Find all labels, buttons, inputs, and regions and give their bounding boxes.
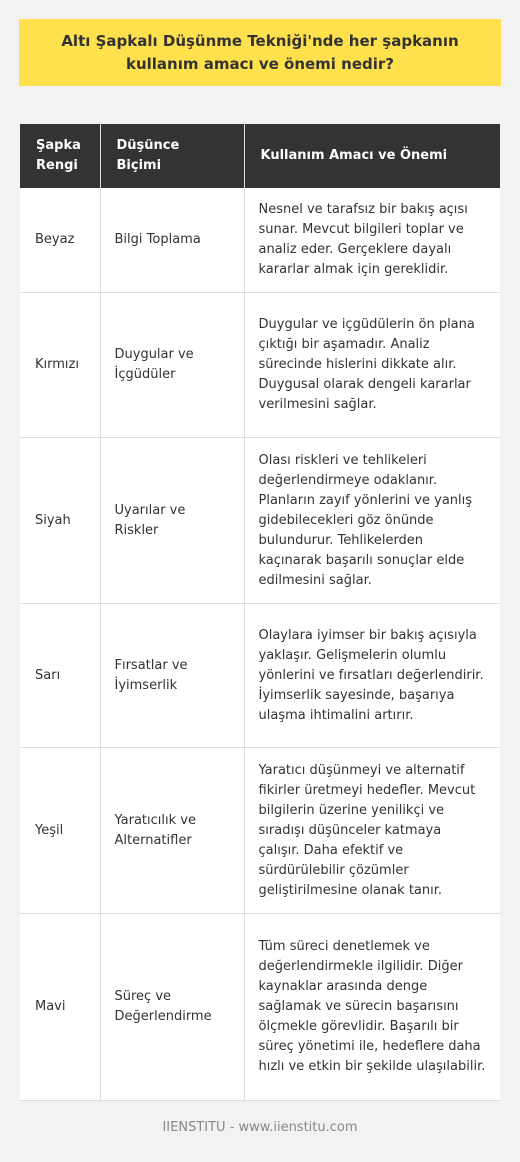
table-row (20, 188, 500, 293)
cell-purpose: Nesnel ve tarafsız bir bakış açısı sunar. Mevcut bilgileri toplar ve analiz eder. Gerçeklere dayalı kararlar almak için gereklidir. (244, 188, 500, 293)
table-row (20, 293, 500, 438)
page-title: Altı Şapkalı Düşünme Tekniği'nde her şapkanın kullanım amacı ve önemi nedir? (61, 31, 459, 73)
cell-hat-color: Yeşil (20, 748, 100, 914)
cell-thinking-style: Süreç ve Değerlendirme (100, 914, 244, 1101)
table-row (20, 914, 500, 1101)
cell-purpose: Yaratıcı düşünmeyi ve alternatif fikirler üretmeyi hedefler. Mevcut bilgilerin üzerine yenilikçi ve sıradışı düşünceler katmaya çalışır. Daha efektif ve sürdürülebilir çözümler geliştirilmesine olanak tanır. (244, 748, 500, 914)
cell-hat-color: Kırmızı (20, 293, 100, 438)
table-row (20, 604, 500, 748)
cell-purpose: Tüm süreci denetlemek ve değerlendirmekle ilgilidir. Diğer kaynaklar arasında denge sağlamak ve sürecin başarısını ölçmekle görevlidir. Başarılı bir süreç yönetimi ile, hedeflere daha hızlı ve etkin bir şekilde ulaşılabilir. (244, 914, 500, 1101)
header-thinking-style: Düşünce Biçimi (100, 124, 244, 188)
cell-thinking-style: Fırsatlar ve İyimserlik (100, 604, 244, 748)
footer-credit: IIENSTITU - www.iienstitu.com (162, 1120, 358, 1135)
header-hat-color: Şapka Rengi (20, 124, 100, 188)
cell-thinking-style: Uyarılar ve Riskler (100, 438, 244, 604)
cell-purpose: Olaylara iyimser bir bakış açısıyla yaklaşır. Gelişmelerin olumlu yönlerini ve fırsatları değerlendirir. İyimserlik sayesinde, başarıya ulaşma ihtimalini artırır. (244, 604, 500, 748)
cell-thinking-style: Yaratıcılık ve Alternatifler (100, 748, 244, 914)
table-header-row (20, 124, 500, 188)
table-row (20, 748, 500, 914)
header-purpose: Kullanım Amacı ve Önemi (244, 124, 500, 188)
title-banner (19, 19, 501, 86)
cell-hat-color: Beyaz (20, 188, 100, 293)
cell-thinking-style: Duygular ve İçgüdüler (100, 293, 244, 438)
cell-hat-color: Siyah (20, 438, 100, 604)
cell-purpose: Duygular ve içgüdülerin ön plana çıktığı bir aşamadır. Analiz sürecinde hislerini dikkate alır. Duygusal olarak dengeli kararlar verilmesini sağlar. (244, 293, 500, 438)
hat-table (20, 124, 500, 1101)
cell-hat-color: Sarı (20, 604, 100, 748)
table-row (20, 438, 500, 604)
cell-purpose: Olası riskleri ve tehlikeleri değerlendirmeye odaklanır. Planların zayıf yönlerini ve yanlış gidebilecekleri göz önünde bulundurur. Tehlikelerden kaçınarak başarılı sonuçlar elde edilmesini sağlar. (244, 438, 500, 604)
cell-thinking-style: Bilgi Toplama (100, 188, 244, 293)
cell-hat-color: Mavi (20, 914, 100, 1101)
